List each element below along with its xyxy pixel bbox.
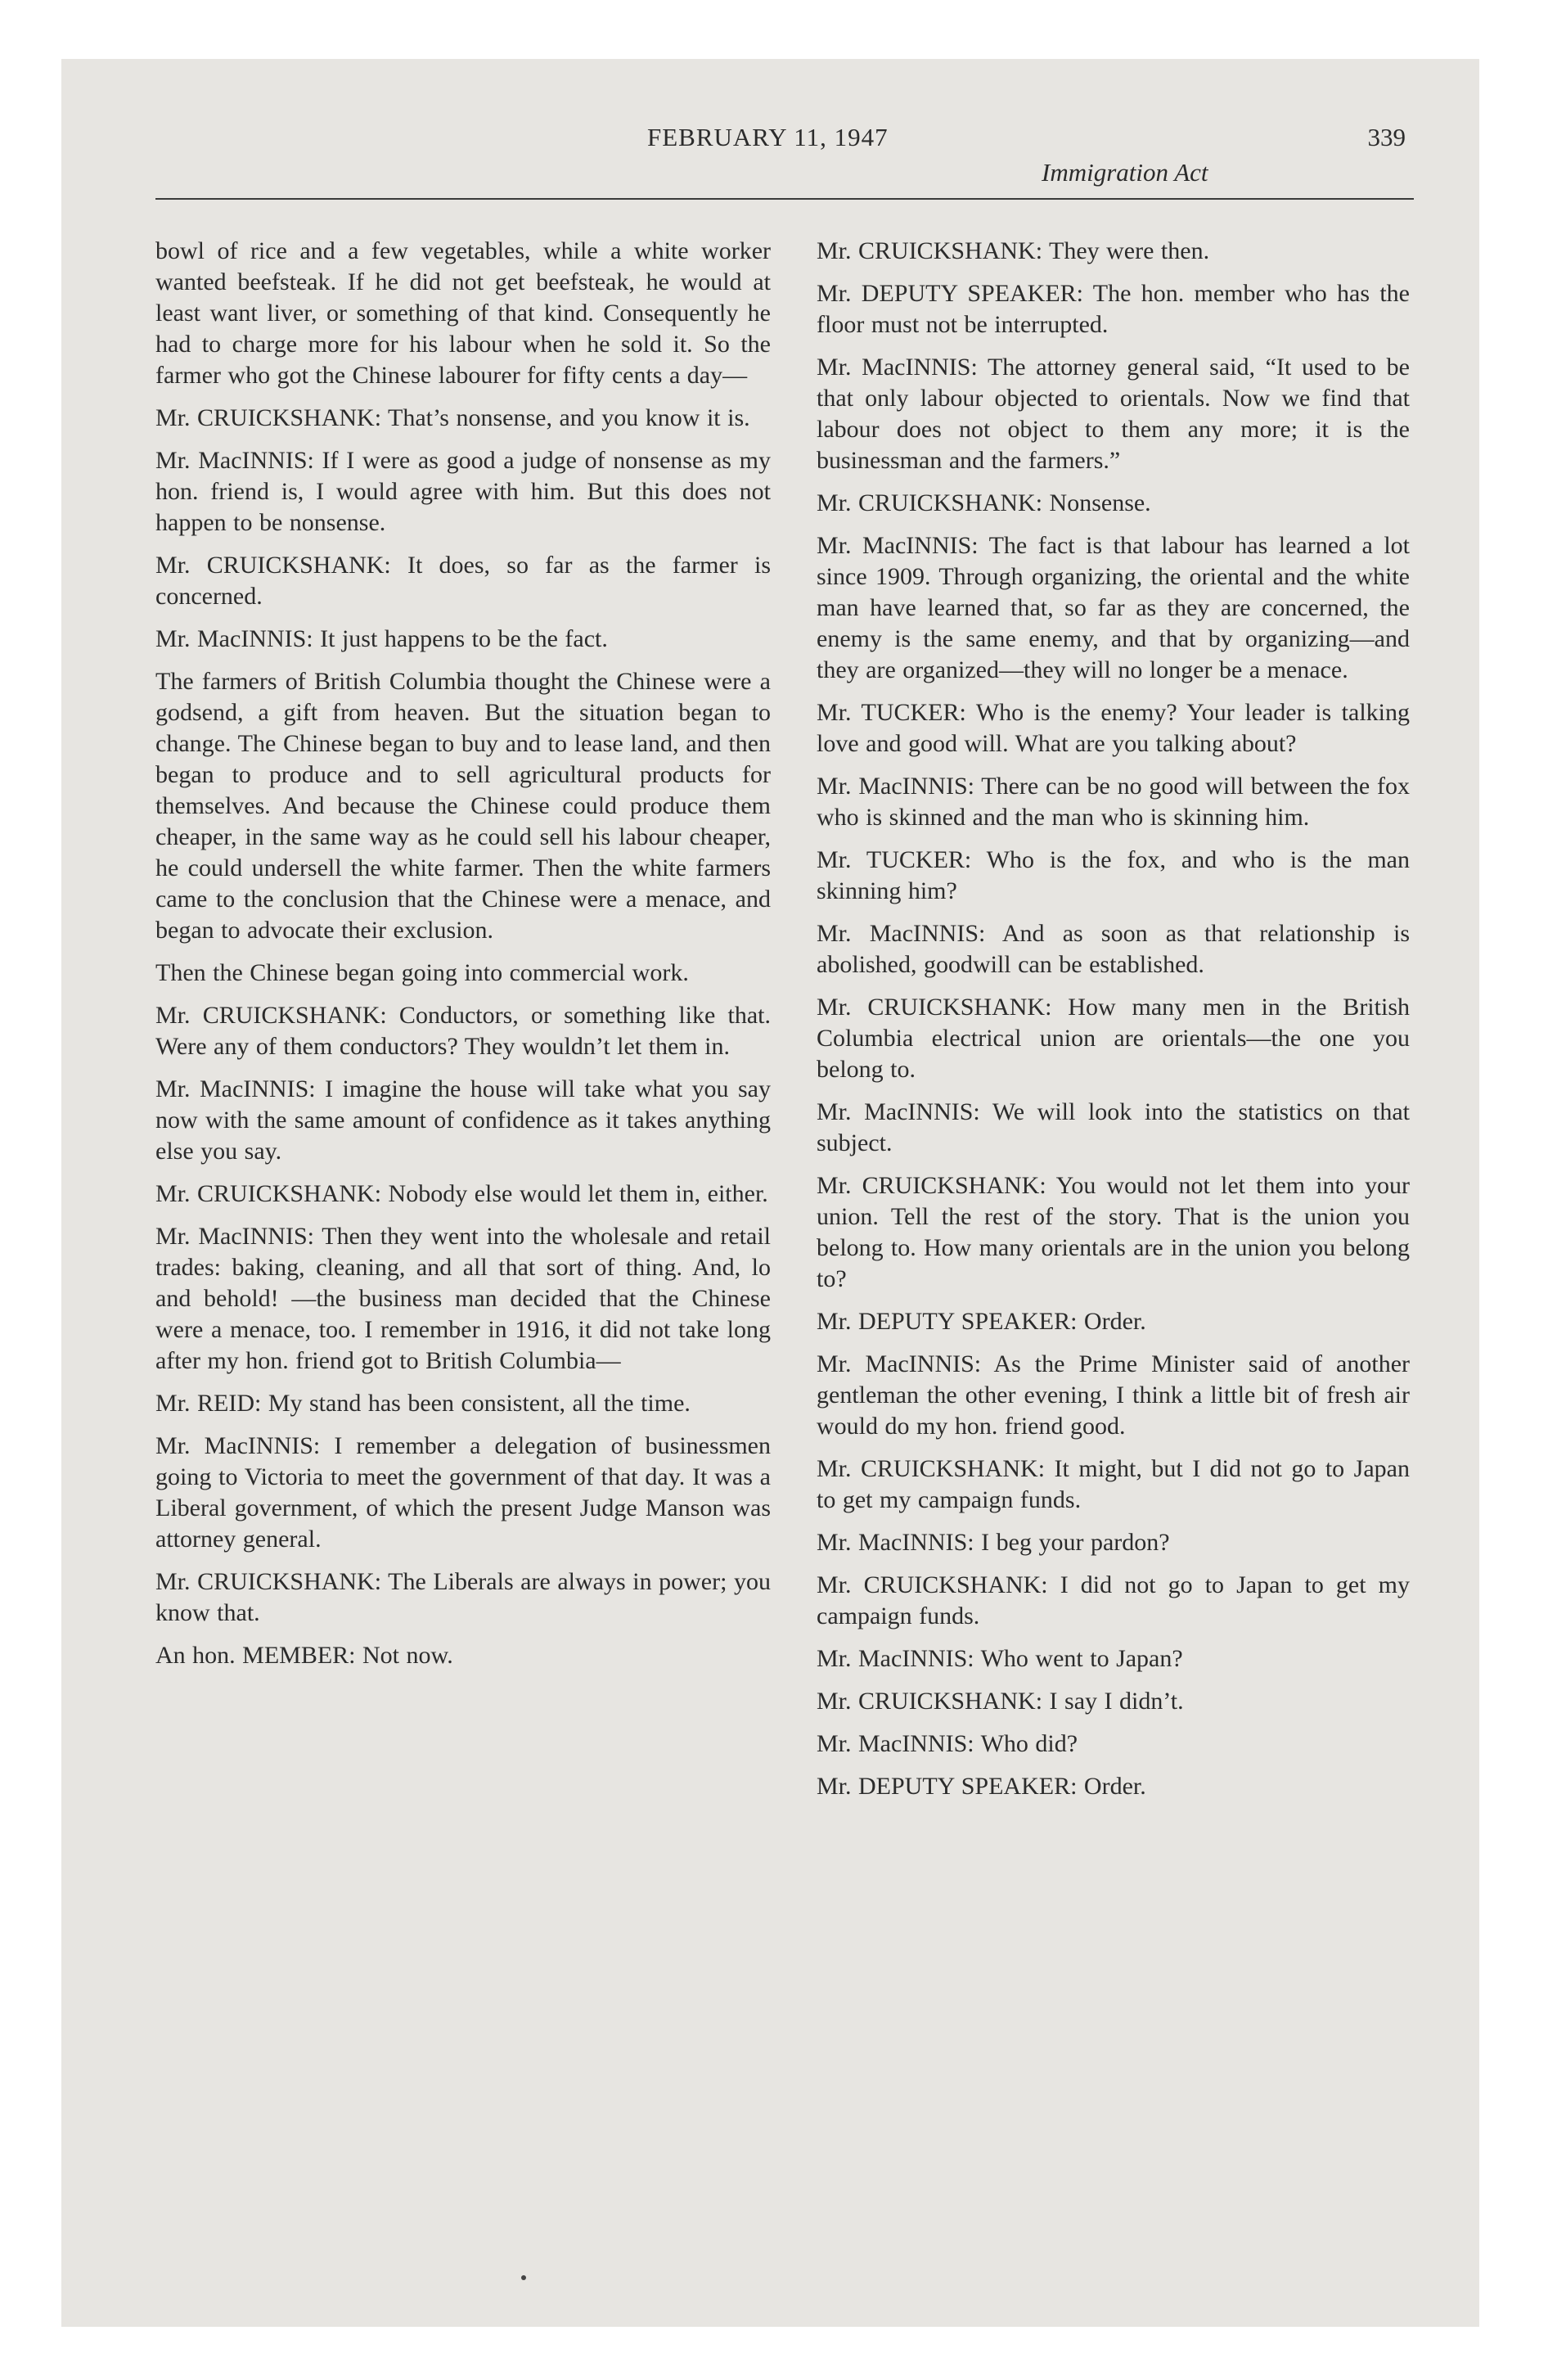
paragraph: Mr. MacINNIS: We will look into the statistics on that subject. — [817, 1098, 1410, 1156]
print-speck — [521, 2275, 526, 2280]
paragraph: Mr. MacINNIS: It just happens to be the fact. — [155, 625, 608, 652]
paragraph: Mr. CRUICKSHANK: I did not go to Japan to get my campaign funds. — [817, 1571, 1410, 1629]
paragraph: Mr. CRUICKSHANK: Conductors, or something like that. Were any of them conductors? They wouldn’t let them in. — [155, 1002, 771, 1060]
paragraph: Mr. MacINNIS: The attorney general said, “It used to be that only labour objected to orientals. Now we find that labour does not object to them any more; it is the businessman and the farmers.” — [817, 354, 1410, 474]
paragraph: The farmers of British Columbia thought the Chinese were a godsend, a gift from heaven. But the situation began to change. The Chinese began to buy and to lease land, and then began to produce and to sell agricultural products for themselves. And because the Chinese could produce them cheaper, in the same way as he could sell his labour cheaper, he could undersell the white farmer. Then the white farmers came to the conclusion that the Chinese were a menace, and began to advocate their exclusion. — [155, 668, 771, 944]
page-number: 339 — [1367, 123, 1406, 151]
right-column — [817, 236, 1410, 1814]
paragraph: Mr. MacINNIS: I imagine the house will take what you say now with the same amount of confidence as it takes anything else you say. — [155, 1075, 771, 1165]
paragraph: Mr. MacINNIS: Then they went into the wholesale and retail trades: baking, cleaning, and all that sort of thing. And, lo and behold! —the business man decided that the Chinese were a menace, too. I remember in 1916, it did not take long after my hon. friend got to British Columbia— — [155, 1223, 771, 1374]
paragraph: Mr. CRUICKSHANK: They were then. — [817, 237, 1210, 264]
paragraph: Mr. CRUICKSHANK: Nonsense. — [817, 489, 1151, 516]
paragraph: Mr. MacINNIS: Who did? — [817, 1730, 1078, 1757]
paragraph: Mr. MacINNIS: As the Prime Minister said of another gentleman the other evening, I think a little bit of fresh air would do my hon. friend good. — [817, 1350, 1410, 1440]
paragraph: Then the Chinese began going into commercial work. — [155, 959, 689, 986]
paragraph: Mr. CRUICKSHANK: Nobody else would let them in, either. — [155, 1180, 768, 1207]
paragraph: Mr. CRUICKSHANK: How many men in the British Columbia electrical union are orientals—the one you belong to. — [817, 994, 1410, 1083]
paragraph: An hon. MEMBER: Not now. — [155, 1642, 453, 1669]
document-page — [155, 123, 1414, 2202]
paragraph: Mr. MacINNIS: If I were as good a judge of nonsense as my hon. friend is, I would agree with him. But this does not happen to be nonsense. — [155, 447, 771, 536]
header-date: FEBRUARY 11, 1947 — [647, 123, 889, 151]
paragraph: Mr. DEPUTY SPEAKER: The hon. member who has the floor must not be interrupted. — [817, 280, 1410, 338]
header-section-title: Immigration Act — [1042, 158, 1208, 187]
paragraph: Mr. TUCKER: Who is the enemy? Your leader is talking love and good will. What are you talking about? — [817, 699, 1410, 757]
paragraph: Mr. MacINNIS: And as soon as that relationship is abolished, goodwill can be established. — [817, 920, 1410, 978]
paragraph: Mr. CRUICKSHANK: The Liberals are always in power; you know that. — [155, 1568, 771, 1626]
left-column — [155, 236, 771, 1683]
paragraph: Mr. MacINNIS: Who went to Japan? — [817, 1645, 1183, 1672]
paragraph: Mr. CRUICKSHANK: You would not let them into your union. Tell the rest of the story. That is the union you belong to. How many orientals are in the union you belong to? — [817, 1172, 1410, 1292]
paragraph: Mr. REID: My stand has been consistent, all the time. — [155, 1390, 691, 1417]
page-header — [155, 123, 1414, 200]
paragraph: Mr. CRUICKSHANK: It does, so far as the farmer is concerned. — [155, 552, 771, 610]
paragraph: Mr. CRUICKSHANK: It might, but I did not go to Japan to get my campaign funds. — [817, 1455, 1410, 1513]
paragraph: Mr. CRUICKSHANK: That’s nonsense, and you know it is. — [155, 404, 750, 431]
paragraph: Mr. MacINNIS: I remember a delegation of businessmen going to Victoria to meet the government of that day. It was a Liberal government, of which the present Judge Manson was attorney general. — [155, 1432, 771, 1553]
paragraph: Mr. MacINNIS: I beg your pardon? — [817, 1529, 1170, 1556]
paragraph: Mr. MacINNIS: The fact is that labour has learned a lot since 1909. Through organizing, the oriental and the white man have learned that, so far as they are concerned, the enemy is the same enemy, and that by organizing—and they are organized—they will no longer be a menace. — [817, 532, 1410, 683]
paragraph: bowl of rice and a few vegetables, while a white worker wanted beefsteak. If he did not get beefsteak, he would at least want liver, or something of that kind. Consequently he had to charge more for his labour when he sold it. So the farmer who got the Chinese labourer for fifty cents a day— — [155, 237, 771, 389]
paragraph: Mr. CRUICKSHANK: I say I didn’t. — [817, 1688, 1184, 1715]
paragraph: Mr. DEPUTY SPEAKER: Order. — [817, 1773, 1146, 1800]
paragraph: Mr. TUCKER: Who is the fox, and who is the man skinning him? — [817, 846, 1410, 904]
paragraph: Mr. MacINNIS: There can be no good will between the fox who is skinned and the man who is skinning him. — [817, 773, 1410, 831]
paragraph: Mr. DEPUTY SPEAKER: Order. — [817, 1308, 1146, 1335]
